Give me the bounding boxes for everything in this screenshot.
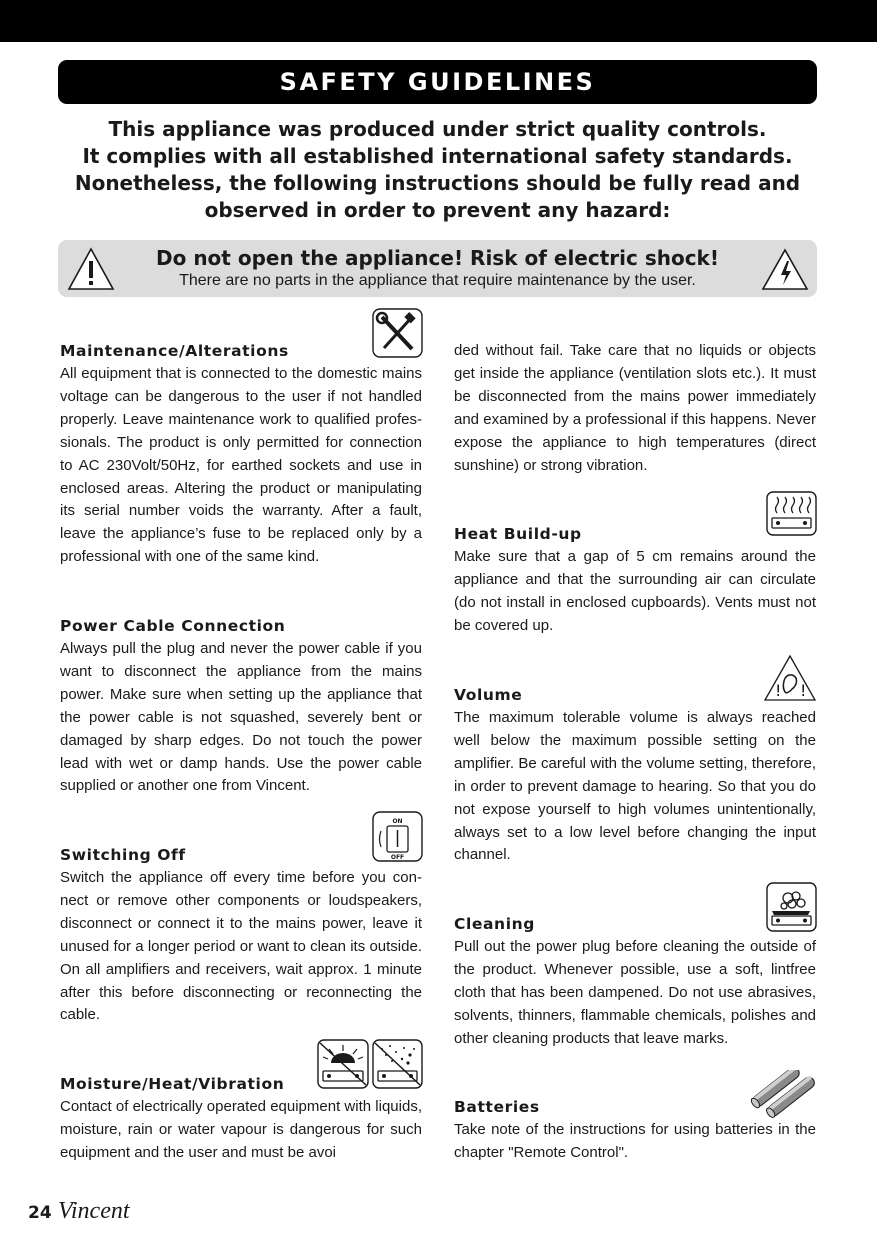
- section-heading-switching-off: Switching Off: [60, 846, 186, 864]
- section-heading-power-cable: Power Cable Connection: [60, 617, 286, 635]
- warning-text: There are no parts in the appliance that require maintenance by the user.: [179, 272, 696, 289]
- section-text-maintenance: All equipment that is connected to the domestic mains voltage can be dangerous to the user if not handled properly. Leave maintenance work to qualified professionals. The product is only permitted for connection to AC 230Volt/50Hz, for earthed sockets and use in enclosed areas. Altering the product or manipulating its serial number voids the warranty. After a fault, leave the appliance’s fuse to be replaced only by a professional with one of the same kind.: [60, 365, 422, 566]
- warning-heading: Do not open the appliance! Risk of electric shock!: [156, 246, 719, 270]
- lightning-warning-icon: [760, 248, 810, 292]
- section-text-moisture-part2: ded without fail. Take care that no liquids or objects get inside the appliance (ventilation slots etc.). It must be disconnected from the mains power immediately and examined by a professional if this happens. Never expose the appliance to high temperatures (direct sunshine) or strong vibration.: [454, 342, 816, 474]
- brand-logo: Vincent: [58, 1198, 130, 1224]
- section-heading-batteries: Batteries: [454, 1098, 540, 1116]
- heat-icon: [766, 491, 817, 536]
- page-number: 24: [28, 1203, 52, 1223]
- section-text-cleaning: Pull out the power plug before cleaning the outside of the product. Whenever possible, use a soft, lintfree cloth that has been dampened. Do not use abrasives, solvents, thinners, flammable chemicals, polishes and other cleaning products that leave marks.: [454, 938, 816, 1047]
- page-title: SAFETY GUIDELINES: [58, 60, 817, 104]
- top-bar: [0, 0, 877, 42]
- no-sun-icon: [317, 1039, 369, 1089]
- intro-line: Nonetheless, the following instructions should be fully read and: [74, 171, 801, 195]
- svg-text:!: !: [800, 681, 807, 700]
- section-heading-volume: Volume: [454, 686, 523, 704]
- batteries-icon: [748, 1070, 820, 1118]
- section-text-moisture-part1: Contact of electrically operated equipment with liquids, moisture, rain or water vapour is dangerous for such equipment and the user and must be avoi: [60, 1098, 422, 1161]
- section-text-power-cable: Always pull the plug and never the power cable if you want to disconnect the appliance from the mains power. Make sure when setting up the appliance that the power cable is not squashed, severely bent or damaged by sharp edges. Do not touch the power lead with wet or damp hands. Use the power cable supplied or another one from Vincent.: [60, 640, 422, 795]
- section-text-batteries: Take note of the instructions for using batteries in the chapter "Remote Control".: [454, 1121, 816, 1161]
- section-heading-heat: Heat Build-up: [454, 525, 582, 543]
- switch-on-label: ON: [392, 818, 403, 825]
- intro-line: It complies with all established international safety standards.: [82, 144, 793, 168]
- intro-text: [60, 116, 815, 224]
- section-heading-maintenance: Maintenance/Alterations: [60, 342, 289, 360]
- power-switch-icon: [372, 811, 423, 862]
- intro-line: This appliance was produced under strict quality controls.: [108, 117, 767, 141]
- section-text-switching-off: Switch the appliance off every time before you connect or remove other components or loudspeakers, disconnect or connect it to the mains power, leave it unused for a longer period or want to clean its outside. On all amplifiers and receivers, wait approx. 1 minute after this before disconnecting or reconnecting the cable.: [60, 869, 422, 1024]
- section-text-volume: The maximum tolerable volume is always reached well below the maximum possible setting on the amplifier. Be careful with the volume setting, therefore, in order to prevent damage to hearing. So that you do not expose yourself to high volumes unintentionally, always set to a low level before changing the input channel.: [454, 709, 816, 864]
- section-text-heat: Make sure that a gap of 5 cm remains around the appliance and that the surrounding air can circulate (do not install in enclosed cupboards). Vents must not be covered up.: [454, 548, 816, 634]
- shock-warning-box: [58, 240, 817, 297]
- section-heading-cleaning: Cleaning: [454, 915, 535, 933]
- svg-text:!: !: [775, 681, 782, 700]
- cleaning-icon: [766, 882, 817, 932]
- no-liquid-icon: [372, 1039, 423, 1089]
- switch-off-label: OFF: [390, 854, 405, 861]
- intro-line: observed in order to prevent any hazard:: [204, 198, 671, 222]
- tools-icon: [372, 308, 423, 358]
- hearing-warning-icon: [762, 653, 818, 703]
- section-heading-moisture: Moisture/Heat/Vibration: [60, 1075, 285, 1093]
